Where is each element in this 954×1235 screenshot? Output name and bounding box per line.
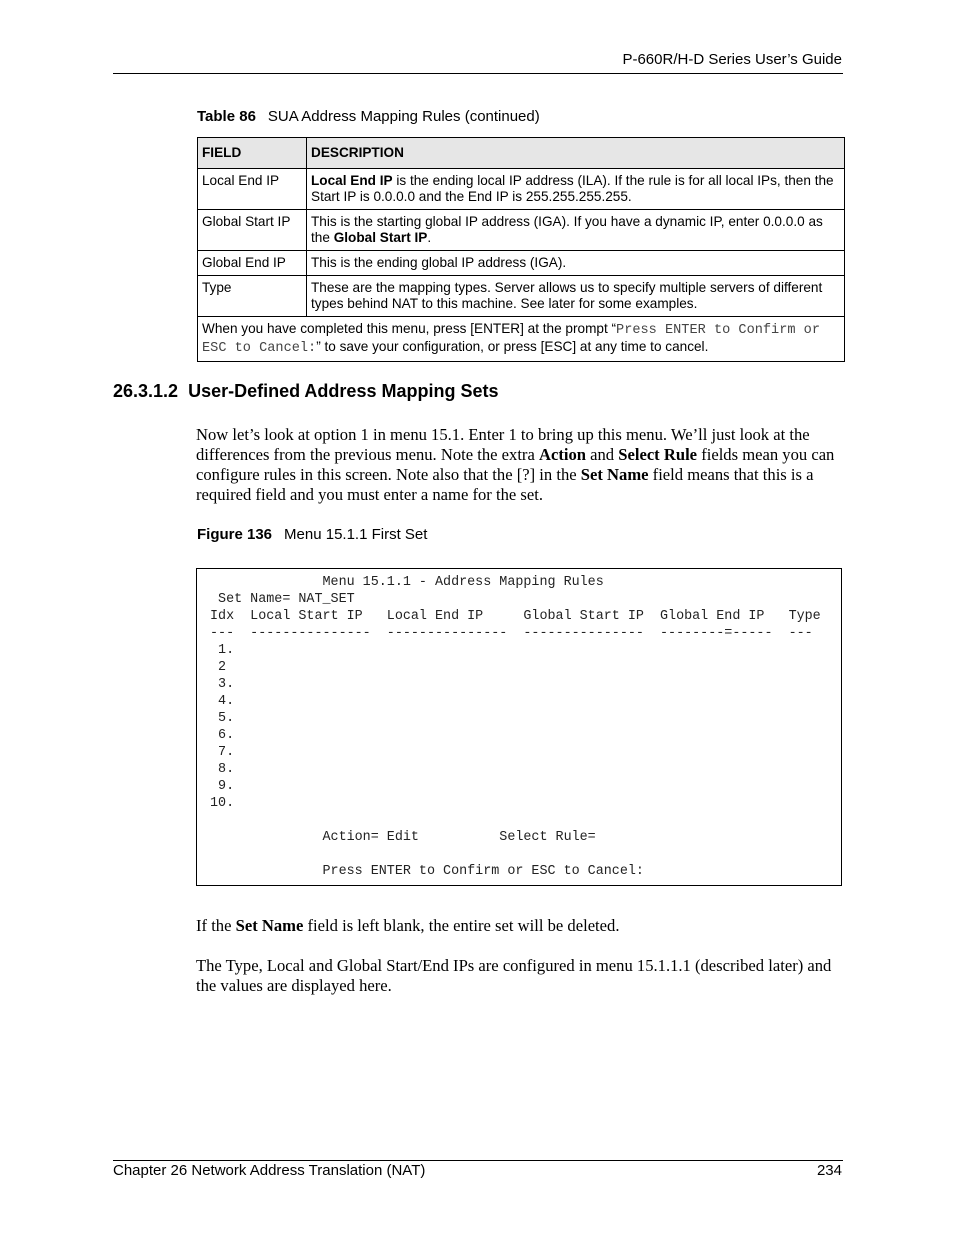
intro-bold-set-name: Set Name [580, 465, 649, 484]
footer-divider [113, 1160, 843, 1161]
para-text: field is left blank, the entire set will be deleted. [303, 916, 620, 935]
guide-title: P-660R/H-D Series User’s Guide [622, 51, 842, 68]
field-cell: Type [198, 276, 307, 317]
set-name-paragraph [196, 916, 841, 936]
type-paragraph: The Type, Local and Global Start/End IPs are configured in menu 15.1.1.1 (described later) and the values are displayed here. [196, 956, 832, 995]
intro-paragraph [196, 425, 841, 505]
section-heading [113, 381, 498, 402]
table-note [198, 317, 845, 362]
table-header-row [198, 138, 845, 169]
table-caption-text: SUA Address Mapping Rules (continued) [267, 108, 540, 125]
table-note-row [198, 317, 845, 362]
intro-bold-action: Action [538, 445, 586, 464]
description-tail: . [427, 230, 432, 245]
field-cell: Global End IP [198, 251, 307, 276]
description-text: is the ending local IP address (ILA). If the rule is for all local IPs, then the Start IP is 0.0.0.0 and the End IP is 255.255.255.255. [311, 173, 834, 204]
page-number: 234 [816, 1162, 842, 1179]
header-divider [113, 73, 843, 74]
column-header-description: DESCRIPTION [307, 138, 845, 169]
description-cell: These are the mapping types. Server allows us to specify multiple servers of different types behind NAT to this machine. See later for some examples. [307, 276, 845, 317]
footer-chapter: Chapter 26 Network Address Translation (NAT) [113, 1162, 426, 1179]
table-row [198, 169, 845, 210]
note-prompt-text: Press ENTER to Confirm or ESC to Cancel: [202, 323, 820, 356]
table-row [198, 251, 845, 276]
table-row [198, 210, 845, 251]
intro-text: fields mean you can configure rules in this screen. Note also that the [?] in the [196, 445, 835, 484]
description-cell [307, 210, 845, 251]
description-cell [307, 169, 845, 210]
field-description-table [197, 137, 845, 362]
intro-bold-select-rule: Select Rule [618, 445, 698, 464]
figure-caption [197, 526, 427, 543]
section-title: User-Defined Address Mapping Sets [188, 381, 499, 401]
intro-text: field means that this is a required field and you must enter a name for the set. [196, 465, 814, 504]
table-caption-label: Table 86 [197, 108, 256, 125]
description-text: This is the starting global IP address (IGA). If you have a dynamic IP, enter 0.0.0.0 as the [311, 214, 823, 245]
description-cell: This is the ending global IP address (IGA). [307, 251, 845, 276]
menu-screen-text: Menu 15.1.1 - Address Mapping Rules Set Name= NAT_SET Idx Local Start IP Local End IP Global Start IP Global End IP Type --- --------------- --------------- --------------- --------=----- --- 1. 2 3. 4. 5. 6. 7. 8. 9. 10. Action= Edit Select Rule= Press ENTER to Confirm or ESC to Cancel: [210, 575, 821, 879]
description-bold: Local End IP [311, 173, 393, 188]
intro-text: Now let’s look at option 1 in menu 15.1. Enter 1 to bring up this menu. We’ll just look at the differences from the previous menu. Note the extra [196, 425, 810, 464]
figure-label: Figure 136 [197, 526, 273, 543]
figure-text: Menu 15.1.1 First Set [284, 526, 428, 543]
para-bold-set-name: Set Name [235, 916, 304, 935]
table-caption [197, 108, 540, 125]
section-number: 26.3.1.2 [113, 381, 179, 401]
field-cell: Global Start IP [198, 210, 307, 251]
intro-text: and [585, 445, 619, 464]
table-row [198, 276, 845, 317]
note-text-end: ” to save your configuration, or press [ESC] at any time to cancel. [316, 339, 709, 354]
field-cell: Local End IP [198, 169, 307, 210]
description-bold: Global Start IP [333, 230, 428, 245]
menu-screen [196, 568, 842, 886]
column-header-field: FIELD [198, 138, 307, 169]
note-text-start: When you have completed this menu, press [ENTER] at the prompt “ [202, 321, 617, 336]
para-text: If the [196, 916, 236, 935]
